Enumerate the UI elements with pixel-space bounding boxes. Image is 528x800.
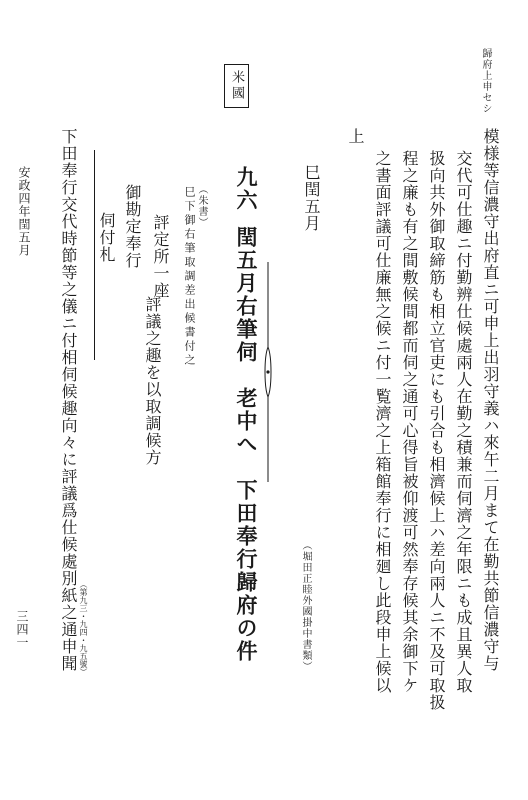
source-citation: （堀田正睦外國掛中書類） — [300, 540, 311, 672]
body-column-5: 之書面評議可仕廉無之候ニ付一覧濟之上箱館奉行に相廻し此段申上候以 — [373, 150, 392, 694]
line-hyogi: 評議之趣を以取調候方 — [143, 296, 162, 466]
line-ukagai-fuda: 伺付札 — [97, 212, 116, 263]
vertical-rule — [94, 150, 95, 360]
body-column-3: 扱向共外御取締筋も相立官吏にも引合も相濟候上ハ差向兩人ニ不及可取扱 — [427, 150, 446, 711]
margin-note: 歸府上申セシ — [480, 48, 491, 114]
body-column-2: 交代可仕趣ニ付勤辨仕候處兩人在勤之積兼而伺濟之年限ニも成且異人取 — [454, 150, 473, 694]
page-number: 三四一 — [15, 610, 29, 649]
body-column-6: 上 — [346, 128, 365, 145]
entry-title: 閏五月右筆伺 老中へ 下田奉行歸府の件 — [234, 226, 259, 663]
era-date: 安政四年閏五月 — [17, 166, 31, 257]
letter-date: 巳閏五月 — [302, 164, 321, 232]
reference-note: （第九三・九四・九五號） — [79, 580, 88, 676]
section-box-label: 米國 — [224, 64, 249, 108]
line-hyoteisho: 評定所一座 — [151, 214, 170, 299]
annotation-text: 巳下御右筆取調差出候書付之 — [183, 186, 196, 368]
divider-ornament — [263, 262, 273, 482]
annotation-label: （朱書） — [196, 184, 207, 228]
body-final-column: 下田奉行交代時節等之儀ニ付相伺候趣向々に評議爲仕候處別紙之通申聞 — [59, 128, 78, 672]
body-column-4: 程之廉も有之間敷候間都而伺之通可心得旨被仰渡可然奉存候其余御下ケ — [400, 150, 419, 694]
body-column-1: 模様等信濃守出府直ニ可申上出羽守義ハ來午二月まて在勤共節信濃守与 — [481, 128, 500, 672]
entry-number: 九六 — [234, 166, 259, 212]
line-kanjo-bugyo: 御勘定奉行 — [123, 184, 142, 269]
